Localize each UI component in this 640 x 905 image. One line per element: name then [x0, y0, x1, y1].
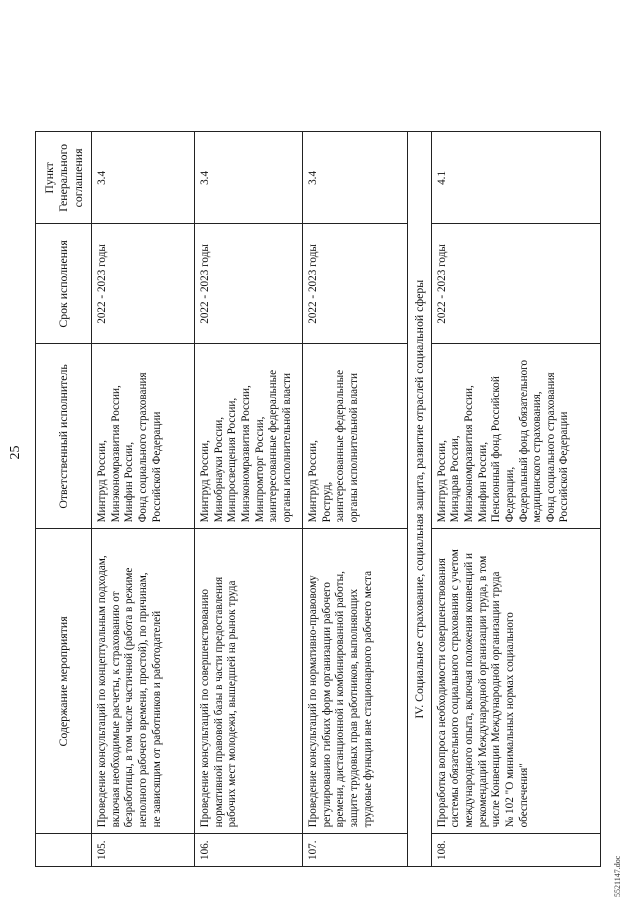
content-line: нормативной правовой базы в части предоставления [212, 576, 225, 828]
executor-line: Пенсионный фонд Российской [490, 376, 503, 523]
content-line: безработицы, в том числе частичной (работа в режиме [123, 567, 136, 828]
content-line: Проведение консультаций по нормативно-правовому [307, 575, 320, 828]
executor-line: Роструд, [320, 481, 333, 523]
executor-line: заинтересованные федеральные [267, 369, 280, 523]
row-number: 107. [303, 834, 408, 867]
table-row [431, 132, 600, 867]
row-content [431, 529, 600, 834]
executor-line: медицинского страхования, [531, 391, 544, 523]
executor-line: Российской Федерации [150, 411, 163, 523]
page-number [8, 0, 24, 905]
content-line: времени, дистанционной и комбинированной работы, [334, 571, 347, 828]
executor-line: Минпромторг России, [253, 416, 266, 523]
row-agreement-item: 3.4 [92, 132, 195, 224]
executor-line: Минтруд России, [307, 440, 320, 523]
executor-line: Минэкономразвития России, [462, 385, 475, 523]
content-line: регулированию гибких форм организации рабочего [320, 582, 333, 828]
row-agreement-item: 4.1 [431, 132, 600, 224]
row-content [303, 529, 408, 834]
content-line: неполного рабочего времени, простой), по причинам, [137, 572, 150, 828]
content-line: Проведение консультаций по концептуальным подходам, [96, 555, 109, 828]
executor-line: Минтруд России, [435, 440, 448, 523]
executor-line: органы исполнительной власти [281, 373, 294, 523]
header-executor: Ответственный исполнитель [36, 344, 92, 529]
header-content: Содержание мероприятия [36, 529, 92, 834]
table-row [195, 132, 303, 867]
row-term: 2022 - 2023 годы [195, 224, 303, 344]
section-title: IV. Социальное страхование, социальная защита, развитие отраслей социальной сферы [408, 132, 431, 867]
executor-line: Минздрав России, [449, 435, 462, 523]
executor-line: Минфин России, [123, 441, 136, 523]
content-line: системы обязательного социального страхования с учетом [449, 549, 462, 828]
content-line: Проведение консультаций по совершенствованию [199, 588, 212, 828]
executor-line: Федеральный фонд обязательного [517, 359, 530, 523]
executor-line: Фонд социального страхования [137, 372, 150, 523]
row-executor [431, 344, 600, 529]
executor-line: Минпросвещения России, [226, 397, 239, 523]
content-line: рабочих мест молодежи, вышедшей на рынок труда [226, 580, 239, 828]
page-number-text: 25 [8, 445, 23, 460]
row-executor [195, 344, 303, 529]
table-row [92, 132, 195, 867]
content-line: числе Конвенции Международной организации труда [490, 571, 503, 828]
content-line: включая необходимые расчеты, к страхованию от [109, 591, 122, 828]
header-agreement-item: Пункт Генерального соглашения [36, 132, 92, 224]
executor-line: Минэкономразвития России, [109, 385, 122, 523]
executor-line: Минтруд России, [96, 440, 109, 523]
row-content [92, 529, 195, 834]
row-content [195, 529, 303, 834]
row-number: 108. [431, 834, 600, 867]
row-number: 106. [195, 834, 303, 867]
content-line: не зависящим от работников и работодателей [150, 610, 163, 828]
table-row [303, 132, 408, 867]
executor-line: Минтруд России, [199, 440, 212, 523]
executor-line: Фонд социального страхования [544, 372, 557, 523]
content-line: рекомендаций Международной организации труда, в том [476, 555, 489, 828]
executor-line: заинтересованные федеральные [334, 369, 347, 523]
table-header-row [36, 132, 92, 867]
executor-line: Российской Федерации [558, 411, 571, 523]
content-line: защите трудовых прав работников, выполняющих [348, 588, 361, 828]
header-term: Срок исполнения [36, 224, 92, 344]
executor-line: органы исполнительной власти [348, 373, 361, 523]
content-line: № 102 "О минимальных нормах социального [503, 612, 516, 828]
document-file-code: 5521147.doc [613, 855, 622, 897]
row-term: 2022 - 2023 годы [303, 224, 408, 344]
executor-line: Минфин России, [476, 441, 489, 523]
header-num [36, 834, 92, 867]
agreement-activities-table [35, 131, 601, 867]
row-number: 105. [92, 834, 195, 867]
row-executor [303, 344, 408, 529]
row-term: 2022 - 2023 годы [92, 224, 195, 344]
content-line: трудовые функции вне стационарного рабочего места [361, 570, 374, 828]
row-agreement-item: 3.4 [195, 132, 303, 224]
content-line: Проработка вопроса необходимости совершенствования [435, 558, 448, 828]
row-executor [92, 344, 195, 529]
executor-line: Минэкономразвития России, [240, 385, 253, 523]
row-term: 2022 - 2023 годы [431, 224, 600, 344]
content-line: международного опыта, включая положения конвенций и [462, 552, 475, 828]
executor-line: Федерации, [503, 466, 516, 523]
row-agreement-item: 3.4 [303, 132, 408, 224]
executor-line: Минобрнауки России, [212, 416, 225, 523]
content-line: обеспечения" [517, 763, 530, 828]
section-heading-row [408, 132, 431, 867]
